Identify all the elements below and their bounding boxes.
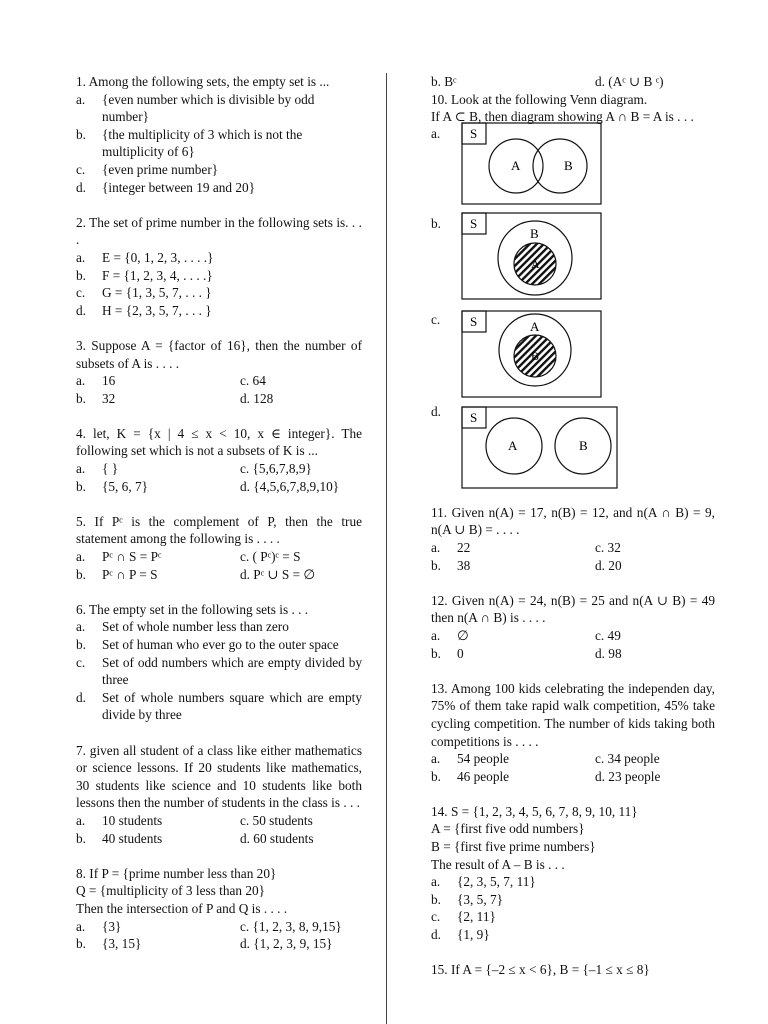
question-stem-line: A = {first five odd numbers} bbox=[431, 821, 585, 837]
question-7 bbox=[76, 742, 362, 848]
option-b[interactable]: b. {5, 6, 7} bbox=[76, 478, 149, 494]
question-stem: 15. If A = {–2 ≤ x < 6}, B = {–1 ≤ x ≤ 8} bbox=[431, 962, 650, 978]
option-a[interactable]: a. 16 bbox=[76, 373, 116, 389]
question-1 bbox=[76, 73, 362, 196]
svg-text:S: S bbox=[470, 215, 478, 231]
question-stem: 11. Given n(A) = 17, n(B) = 12, and n(A ∩ B) = 9, n(A ∪ B) = . . . . bbox=[431, 504, 715, 538]
option-b[interactable]: b. 46 people bbox=[431, 768, 510, 784]
question-12 bbox=[431, 592, 715, 662]
option-d[interactable]: d. H = {2, 3, 5, 7, . . . } bbox=[76, 302, 212, 318]
option-row bbox=[431, 557, 715, 575]
option-b[interactable]: b. Set of human who ever go to the outer space bbox=[76, 637, 339, 652]
svg-text:A: A bbox=[530, 318, 540, 334]
set-a-label: A bbox=[511, 157, 521, 173]
question-stem: 5. If Pᶜ is the complement of P, then the true statement among the following is . . . . bbox=[76, 513, 362, 547]
question-stem-line: 10. Look at the following Venn diagram. bbox=[431, 91, 648, 107]
venn-option-d[interactable]: d. S A B bbox=[431, 408, 715, 504]
option-row bbox=[76, 372, 362, 390]
option-row bbox=[76, 566, 362, 584]
question-stem: 12. Given n(A) = 24, n(B) = 25 and n(A ∪ B) = 49 then n(A ∩ B) is . . . . bbox=[431, 592, 715, 626]
option-a[interactable]: a. 54 people bbox=[431, 751, 510, 767]
option-b[interactable]: b. Bᶜ bbox=[431, 74, 457, 89]
question-3 bbox=[76, 337, 362, 407]
question-9-options-tail bbox=[431, 73, 715, 91]
option-b[interactable]: b. 40 students bbox=[76, 830, 163, 846]
question-2 bbox=[76, 214, 362, 320]
question-stem: 7. given all student of a class like either mathematics or science lessons. If 20 students like mathematics, 30 students like science and 10 students like both lessons then the number of students in the class is . . . bbox=[76, 742, 362, 811]
question-14 bbox=[431, 803, 715, 944]
option-d[interactable]: d. {4,5,6,7,8,9,10} bbox=[240, 478, 340, 494]
set-b-label: B bbox=[564, 157, 573, 173]
question-stem-line: The result of A – B is . . . bbox=[431, 856, 565, 872]
option-d[interactable]: d. {1, 2, 3, 9, 15} bbox=[240, 936, 333, 952]
venn-option-b[interactable]: b. S B A bbox=[431, 216, 715, 316]
question-stem: 3. Suppose A = {factor of 16}, then the number of subsets of A is . . . . bbox=[76, 337, 362, 371]
svg-text:B: B bbox=[530, 225, 539, 241]
option-row bbox=[76, 548, 362, 566]
option-c[interactable]: c. ( Pᶜ)ᶜ = S bbox=[240, 549, 301, 565]
option-d[interactable]: d. Pᶜ ∪ S = ∅ bbox=[240, 566, 316, 582]
svg-text:S: S bbox=[470, 313, 478, 329]
option-d[interactable]: d. 98 bbox=[595, 645, 622, 661]
question-10 bbox=[431, 91, 715, 504]
option-a[interactable]: a. {2, 3, 5, 7, 11} bbox=[431, 874, 536, 890]
question-stem-line: B = {first five prime numbers} bbox=[431, 839, 596, 855]
option-row bbox=[431, 539, 715, 557]
option-b[interactable]: b. {3, 15} bbox=[76, 936, 142, 952]
option-c[interactable]: c. 50 students bbox=[240, 812, 313, 828]
question-6 bbox=[76, 601, 362, 724]
option-d[interactable]: d. Set of whole numbers square which are empty divide by three bbox=[76, 689, 362, 723]
question-stem-line: Then the intersection of P and Q is . . . . bbox=[76, 900, 288, 916]
option-row bbox=[431, 627, 715, 645]
venn-diagram-a bbox=[461, 122, 603, 206]
venn-diagram-c bbox=[461, 310, 603, 400]
option-a[interactable]: a. E = {0, 1, 2, 3, . . . .} bbox=[76, 249, 214, 265]
option-b[interactable]: b. 32 bbox=[76, 390, 116, 406]
option-b[interactable]: b. {3, 5, 7} bbox=[431, 891, 504, 907]
option-a[interactable]: a. {3} bbox=[76, 918, 122, 934]
option-row bbox=[431, 750, 715, 768]
option-c[interactable]: c. {1, 2, 3, 8, 9,15} bbox=[240, 918, 342, 934]
option-c[interactable]: c. Set of odd numbers which are empty divided by three bbox=[76, 654, 362, 688]
option-c[interactable]: c. 64 bbox=[240, 373, 266, 389]
question-stem: 6. The empty set in the following sets is . . . bbox=[76, 601, 309, 617]
option-b[interactable]: b. 38 bbox=[431, 557, 471, 573]
option-b[interactable]: b. 0 bbox=[431, 645, 464, 661]
option-a[interactable]: a. ∅ bbox=[431, 627, 469, 643]
option-d[interactable]: d. 20 bbox=[595, 557, 622, 573]
option-b[interactable]: b. {the multiplicity of 3 which is not the multiplicity of 6} bbox=[76, 126, 303, 160]
venn-diagram-d bbox=[461, 406, 619, 490]
option-c[interactable]: c. {even prime number} bbox=[76, 161, 219, 177]
option-row bbox=[76, 812, 362, 830]
svg-text:S: S bbox=[470, 409, 478, 425]
option-a[interactable]: a. 22 bbox=[431, 539, 471, 555]
question-stem: 13. Among 100 kids celebrating the independen day, 75% of them take rapid walk competition, 45% take cycling competition. The number of kids taking both competitions is . . . . bbox=[431, 680, 715, 749]
question-13 bbox=[431, 680, 715, 786]
option-c[interactable]: c. 34 people bbox=[595, 751, 660, 767]
option-row bbox=[431, 645, 715, 663]
venn-option-c[interactable]: c. S A B bbox=[431, 316, 715, 408]
option-d[interactable]: d. {integer between 19 and 20} bbox=[76, 179, 256, 195]
option-a[interactable]: a. Pᶜ ∩ S = Pᶜ bbox=[76, 549, 162, 565]
question-stem-line: If A ⊂ B, then diagram showing A ∩ B = A is . . . bbox=[431, 109, 694, 125]
option-a[interactable]: a. {even number which is divisible by odd number} bbox=[76, 91, 315, 125]
option-a[interactable]: a. Set of whole number less than zero bbox=[76, 619, 289, 635]
option-c[interactable]: c. 32 bbox=[595, 539, 621, 555]
question-8 bbox=[76, 865, 362, 953]
column-divider bbox=[386, 73, 387, 1024]
option-a[interactable]: a. 10 students bbox=[76, 812, 163, 828]
option-d[interactable]: d. 60 students bbox=[240, 830, 314, 846]
option-d[interactable]: d. 23 people bbox=[595, 768, 661, 784]
universal-set-label: S bbox=[470, 125, 478, 141]
right-column bbox=[431, 73, 715, 996]
left-column bbox=[76, 73, 362, 970]
question-stem: 1. Among the following sets, the empty set is ... bbox=[76, 74, 330, 89]
option-d[interactable]: d. (Aᶜ ∪ B ᶜ) bbox=[595, 74, 664, 89]
venn-option-a[interactable]: a. S A B bbox=[431, 126, 715, 216]
question-stem-line: Q = {multiplicity of 3 less than 20} bbox=[76, 883, 266, 899]
option-c[interactable]: c. G = {1, 3, 5, 7, . . . } bbox=[76, 285, 212, 301]
option-row bbox=[76, 390, 362, 408]
option-c[interactable]: c. {2, 11} bbox=[431, 909, 496, 925]
svg-text:A: A bbox=[508, 437, 518, 453]
option-row bbox=[76, 918, 362, 936]
question-15 bbox=[431, 961, 715, 979]
option-b[interactable]: b. F = {1, 2, 3, 4, . . . .} bbox=[76, 267, 213, 283]
svg-text:A: A bbox=[531, 256, 540, 271]
option-row bbox=[431, 768, 715, 786]
option-row bbox=[76, 478, 362, 496]
option-a[interactable]: a. { } bbox=[76, 461, 119, 477]
question-stem-line: 14. S = {1, 2, 3, 4, 5, 6, 7, 8, 9, 10, 11} bbox=[431, 803, 638, 819]
option-c[interactable]: c. 49 bbox=[595, 627, 621, 643]
question-4 bbox=[76, 425, 362, 495]
venn-diagram-b bbox=[461, 212, 603, 302]
option-d[interactable]: d. {1, 9} bbox=[431, 927, 490, 943]
option-c[interactable]: c. {5,6,7,8,9} bbox=[240, 461, 312, 477]
question-stem-line: 8. If P = {prime number less than 20} bbox=[76, 865, 277, 881]
option-b[interactable]: b. Pᶜ ∩ P = S bbox=[76, 566, 158, 582]
svg-text:B: B bbox=[579, 437, 588, 453]
question-11 bbox=[431, 504, 715, 574]
question-stem: 2. The set of prime number in the following sets is. . . . bbox=[76, 214, 362, 248]
svg-text:B: B bbox=[531, 348, 540, 363]
option-d[interactable]: d. 128 bbox=[240, 390, 274, 406]
option-row bbox=[76, 935, 362, 953]
option-row bbox=[76, 460, 362, 478]
option-row bbox=[76, 830, 362, 848]
question-5 bbox=[76, 513, 362, 583]
question-stem: 4. let, K = {x | 4 ≤ x < 10, x ∈ integer}. The following set which is not a subsets of K is ... bbox=[76, 425, 362, 459]
